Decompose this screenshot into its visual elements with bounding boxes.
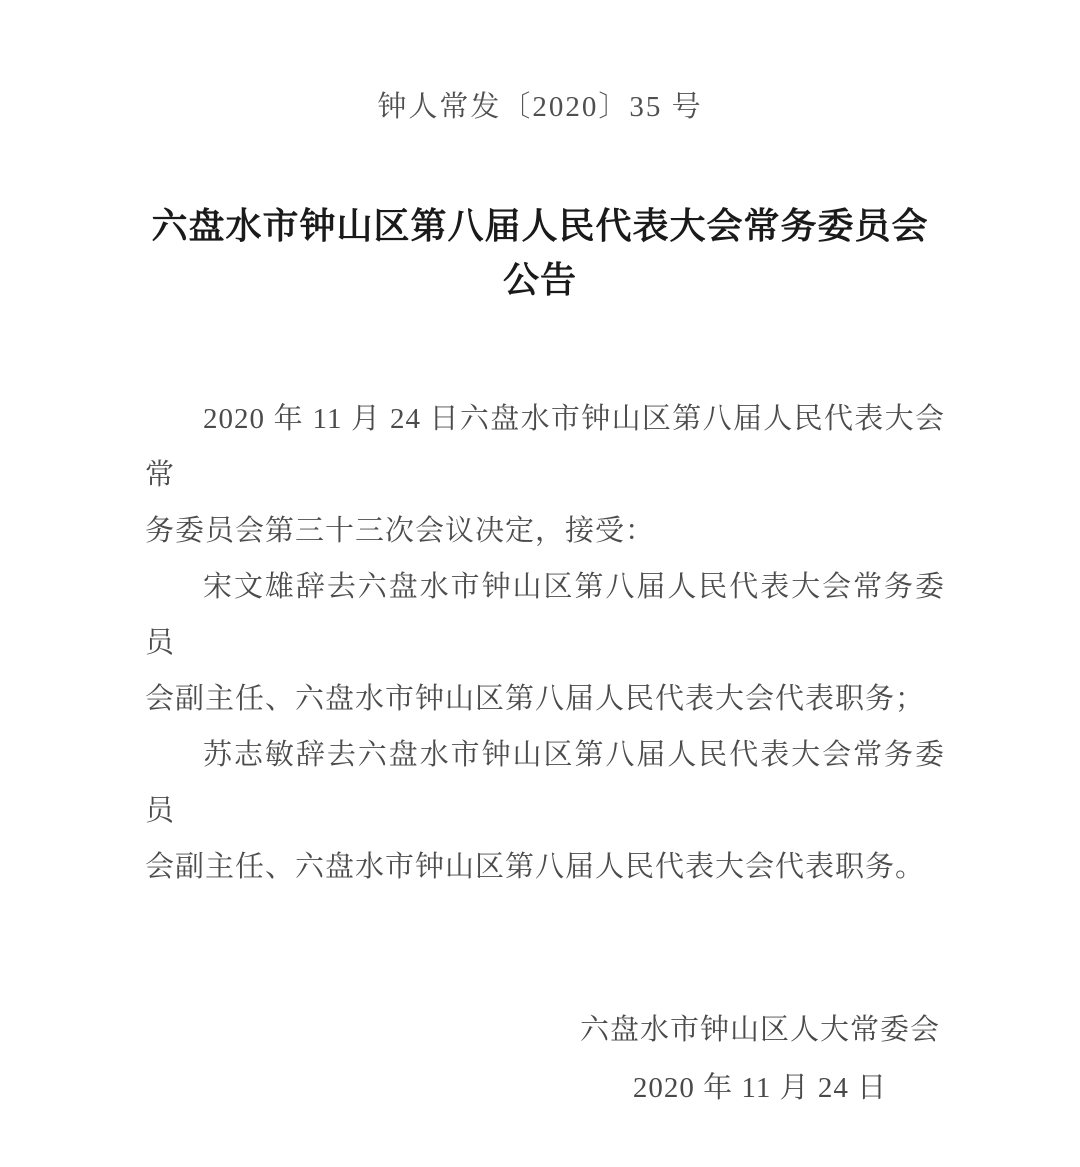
document-number: 钟人常发〔2020〕35 号 xyxy=(377,91,703,123)
paragraph-3 xyxy=(145,727,945,895)
paragraph-1-line-2: 务委员会第三十三次会议决定，接受： xyxy=(145,515,656,547)
paragraph-1-line-1: 2020 年 11 月 24 日六盘水市钟山区第八届人民代表大会常 xyxy=(145,403,945,491)
title-line-2: 公告 xyxy=(502,259,577,300)
issuer-name: 六盘水市钟山区人大常委会 xyxy=(579,1014,940,1046)
title-line-1: 六盘水市钟山区第八届人民代表大会常务委员会 xyxy=(151,205,929,246)
issue-date: 2020 年 11 月 24 日 xyxy=(632,1072,888,1104)
announcement-body xyxy=(145,391,945,895)
paragraph-2-line-2: 会副主任、六盘水市钟山区第八届人民代表大会代表职务； xyxy=(145,683,926,715)
paragraph-3-line-1: 苏志敏辞去六盘水市钟山区第八届人民代表大会常务委员 xyxy=(145,739,945,827)
paragraph-2-line-1: 宋文雄辞去六盘水市钟山区第八届人民代表大会常务委员 xyxy=(145,571,945,659)
paragraph-1 xyxy=(145,391,945,559)
paragraph-3-line-2: 会副主任、六盘水市钟山区第八届人民代表大会代表职务。 xyxy=(145,851,926,883)
announcement-title xyxy=(60,199,1020,307)
signature-block xyxy=(580,1001,940,1117)
paragraph-2 xyxy=(145,559,945,727)
